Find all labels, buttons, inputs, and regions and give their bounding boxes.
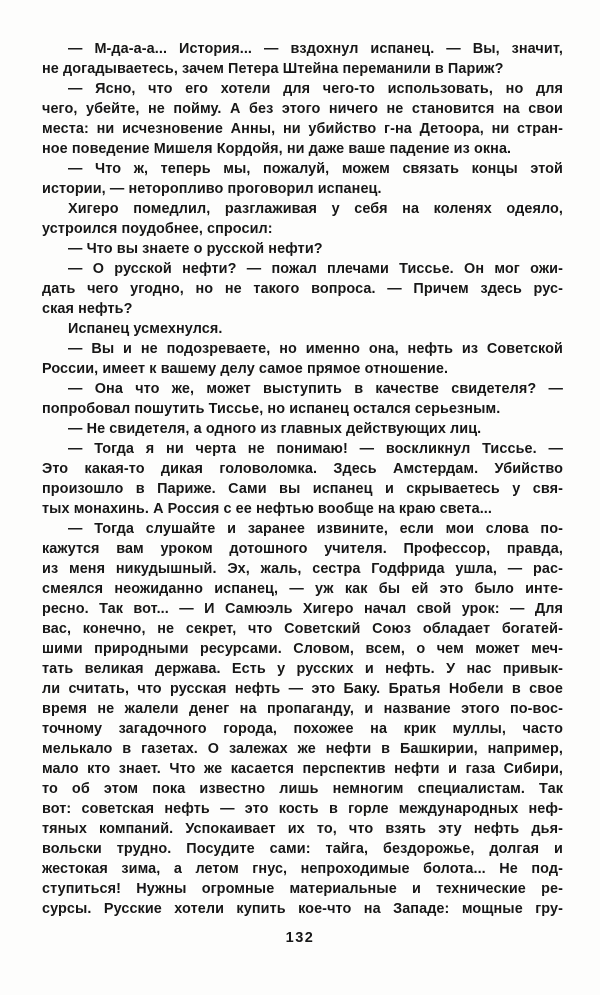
text-line: — Тогда слушайте и заранее извините, если мои слова по-: [68, 521, 563, 537]
text-line: время не жалели денег на пропаганду, и название этого по-вос-: [42, 701, 563, 717]
paragraph: [42, 319, 563, 339]
text-line: — Вы и не подозреваете, но именно она, нефть из Советской: [68, 341, 563, 357]
text-line: места: ни исчезновение Анны, ни убийство г-на Детоора, ни стран-: [42, 121, 563, 137]
text-line: ступиться! Нужны огромные материальные и технические ре-: [42, 881, 563, 897]
text-line: шими природными ресурсами. Словом, всем, о чем может меч-: [42, 641, 563, 657]
text-line: ская нефть?: [42, 301, 133, 317]
text-line: мелькало в газетах. О залежах же нефти в Башкирии, например,: [42, 741, 563, 757]
text-line: дать чего угодно, но не такого вопроса. — Причем здесь рус-: [42, 281, 563, 297]
text-line: — М-да-а-а... История... — вздохнул испанец. — Вы, значит,: [68, 41, 563, 57]
text-line: смеялся неожиданно испанец, — уж как бы ей это было инте-: [42, 581, 563, 597]
paragraph: [42, 519, 563, 919]
paragraph: [42, 339, 563, 379]
text-line: — О русской нефти? — пожал плечами Тиссье. Он мог ожи-: [68, 261, 563, 277]
text-line: — Она что же, может выступить в качестве свидетеля? —: [68, 381, 563, 397]
paragraph: [42, 239, 563, 259]
text-line: истории, — неторопливо проговорил испанец.: [42, 181, 382, 197]
text-line: попробовал пошутить Тиссье, но испанец остался серьезным.: [42, 401, 501, 417]
text-block: [42, 39, 563, 919]
page-number: 132: [285, 930, 315, 946]
paragraph: [42, 79, 563, 159]
text-line: Хигеро помедлил, разглаживая у себя на коленях одеяло,: [68, 201, 563, 217]
paragraph: [42, 259, 563, 319]
text-line: тать великая держава. Есть у русских и нефть. У нас привык-: [42, 661, 563, 677]
text-line: точному загадочного города, похожее на крик муллы, часто: [42, 721, 563, 737]
text-line: Это какая-то дикая головоломка. Здесь Амстердам. Убийство: [42, 461, 563, 477]
text-line: России, имеет к вашему делу самое прямое отношение.: [42, 361, 449, 377]
text-line: мало кто знает. Что же касается перспектив нефти и газа Сибири,: [42, 761, 563, 777]
text-line: ресно. Так вот... — И Самюэль Хигеро начал свой урок: — Для: [42, 601, 563, 617]
paragraph: [42, 439, 563, 519]
text-line: — Ясно, что его хотели для чего-то использовать, но для: [68, 81, 563, 97]
text-line: жестокая зима, а летом гнус, непроходимые болота... Не под-: [42, 861, 563, 877]
text-line: вот: советская нефть — это кость в горле международных неф-: [42, 801, 563, 817]
paragraph: [42, 159, 563, 199]
paragraph: [42, 199, 563, 239]
text-line: произошло в Париже. Сами вы испанец и скрываетесь у свя-: [42, 481, 563, 497]
text-line: — Что ж, теперь мы, пожалуй, можем связать концы этой: [68, 161, 563, 177]
text-line: тых монахинь. А Россия с ее нефтью вообще на краю света...: [42, 501, 492, 517]
text-line: вольски трудно. Посудите сами: тайга, бездорожье, долгая и: [42, 841, 563, 857]
text-line: то об этом пока известно лишь немногим специалистам. Так: [42, 781, 563, 797]
text-line: — Что вы знаете о русской нефти?: [68, 241, 323, 257]
text-line: ное поведение Мишеля Кордойя, ни даже ваше падение из окна.: [42, 141, 512, 157]
text-line: тяных компаний. Успокаивает их то, что взять эту нефть дья-: [42, 821, 563, 837]
text-line: устроился поудобнее, спросил:: [42, 221, 273, 237]
text-line: вас, конечно, не секрет, что Советский Союз обладает богатей-: [42, 621, 563, 637]
text-line: не догадываетесь, зачем Петера Штейна переманили в Париж?: [42, 61, 504, 77]
text-line: чего, убейте, не пойму. А без этого ничего не становится на свои: [42, 101, 563, 117]
paragraph: [42, 39, 563, 79]
text-line: Испанец усмехнулся.: [68, 321, 223, 337]
paragraph: [42, 379, 563, 419]
text-line: из меня никудышный. Эх, жаль, сестра Годфрида ушла, — рас-: [42, 561, 563, 577]
text-line: ли считать, что русская нефть — это Баку. Братья Нобели в свое: [42, 681, 563, 697]
paragraph: [42, 419, 563, 439]
text-line: кажутся вам уроком дотошного учителя. Профессор, правда,: [42, 541, 563, 557]
text-line: сурсы. Русские хотели купить кое-что на Западе: мощные гру-: [42, 901, 563, 917]
text-line: — Тогда я ни черта не понимаю! — воскликнул Тиссье. —: [68, 441, 563, 457]
text-line: — Не свидетеля, а одного из главных действующих лиц.: [68, 421, 482, 437]
